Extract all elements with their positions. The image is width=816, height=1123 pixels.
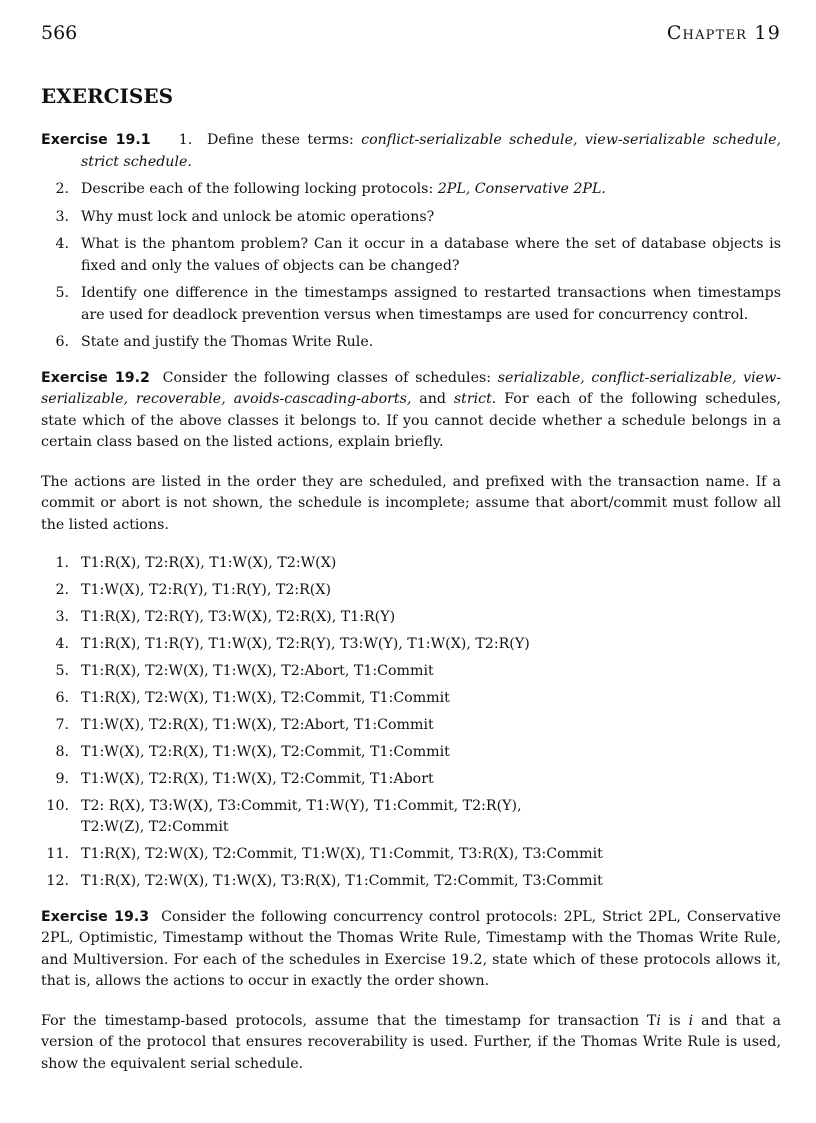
schedule-item — [41, 715, 781, 737]
schedule-text: T1:W(X), T2:R(X), T1:W(X), T2:Abort, T1:Commit — [81, 716, 434, 733]
item-number: 2. — [55, 181, 69, 197]
schedule-item — [41, 688, 781, 710]
schedule-text: T1:R(X), T2:W(X), T1:W(X), T2:Commit, T1:Commit — [81, 689, 450, 706]
schedule-text: T1:R(X), T2:W(X), T2:Commit, T1:W(X), T1:Commit, T3:R(X), T3:Commit — [81, 846, 603, 862]
schedule-item — [41, 844, 781, 866]
item-number: 12. — [46, 873, 69, 889]
schedule-item — [41, 580, 781, 602]
schedule-text: T1:R(X), T1:R(Y), T1:W(X), T2:R(Y), T3:W(Y), T1:W(X), T2:R(Y) — [81, 635, 530, 652]
schedule-text: T1:R(X), T2:W(X), T1:W(X), T2:Abort, T1:Commit — [81, 662, 434, 679]
item-text: What is the phantom problem? Can it occur in a database where the set of database objects is fixed and only the values of objects can be changed? — [81, 236, 781, 274]
item-number: 7. — [55, 716, 69, 733]
schedule-list — [41, 553, 781, 893]
schedule-classes: serializable, conflict-serializable, view-serializable, recoverable, avoids-cascading-aborts, — [41, 369, 782, 407]
schedule-item — [41, 553, 781, 575]
schedule-text: T1:R(X), T2:R(X), T1:W(X), T2:W(X) — [81, 554, 337, 571]
item-number: 10. — [46, 797, 69, 814]
schedule-text: T1:W(X), T2:R(Y), T1:R(Y), T2:R(X) — [81, 581, 331, 598]
item-number: 1. — [55, 554, 69, 571]
exercise-19-1-list — [41, 179, 781, 354]
item-text: Describe each of the following locking protocols: — [81, 181, 434, 197]
list-item — [41, 332, 781, 354]
item-number: 4. — [55, 635, 69, 652]
schedule-text-line-1: T2: R(X), T3:W(X), T3:Commit, T1:W(Y), T1:Commit, T2:R(Y), — [81, 797, 522, 814]
item-number: 11. — [46, 846, 69, 862]
chapter-title: Chapter 19 — [666, 22, 781, 44]
schedule-text: T1:R(X), T2:R(Y), T3:W(X), T2:R(X), T1:R(Y) — [81, 608, 396, 625]
item-number: 1. — [178, 132, 193, 148]
item-number: 5. — [55, 662, 69, 679]
item-number: 8. — [55, 743, 69, 760]
schedule-item — [41, 742, 781, 764]
section-title: EXERCISES — [41, 84, 174, 108]
exercise-19-1-item-1 — [41, 130, 781, 173]
item-number: 3. — [55, 208, 69, 225]
intro-text: Consider the following classes of schedules: — [162, 369, 492, 386]
item-number: 6. — [55, 689, 69, 706]
list-item — [41, 179, 781, 201]
schedule-item — [41, 634, 781, 656]
text-part: For the timestamp-based protocols, assume that the timestamp for transaction T — [41, 1012, 657, 1029]
item-text: Identify one difference in the timestamps assigned to restarted transactions when timestamps are used for deadlock prevention versus when timestamps are used for concurrency control. — [81, 285, 781, 323]
schedule-item — [41, 796, 781, 839]
exercise-label: Exercise 19.3 — [41, 908, 150, 925]
exercise-label: Exercise 19.1 — [41, 132, 151, 148]
item-text: Why must lock and unlock be atomic operations? — [81, 208, 435, 225]
item-terms: conflict-serializable schedule, view-serializable schedule, strict schedule. — [81, 132, 782, 170]
item-number: 3. — [55, 608, 69, 625]
var-i: i — [656, 1012, 661, 1029]
item-number: 9. — [55, 770, 69, 787]
schedule-text: T1:W(X), T2:R(X), T1:W(X), T2:Commit, T1:Abort — [81, 770, 434, 787]
list-item — [41, 283, 781, 326]
exercise-19-2 — [41, 368, 781, 893]
strict-class: strict. — [453, 391, 497, 407]
schedule-item — [41, 769, 781, 791]
page-number: 566 — [41, 22, 78, 44]
schedule-item — [41, 607, 781, 629]
item-text: Define these terms: — [206, 132, 354, 148]
exercise-text: Consider the following concurrency control protocols: 2PL, Strict 2PL, Conservative 2PL, Optimistic, Timestamp without the Thomas Write Rule, Timestamp with the Thomas Write Rule, and Multiversion. For each of the schedules in Exercise 19.2, state which of these protocols allows it, that is, allows the actions to occur in exactly the order shown. — [41, 908, 781, 989]
exercise-19-3 — [41, 907, 781, 1076]
intro-text-2: For each of the following schedules, state which of the above classes it belongs to. If you cannot decide whether a schedule belongs in a certain class based on the listed actions, explain briefly. — [41, 391, 782, 450]
item-number: 4. — [55, 236, 69, 252]
var-i: i — [688, 1012, 694, 1029]
running-header — [41, 22, 781, 48]
exercise-19-3-paragraph-2 — [41, 1011, 781, 1076]
exercise-label: Exercise 19.2 — [41, 369, 150, 386]
schedule-item — [41, 661, 781, 683]
exercise-19-1 — [41, 130, 781, 354]
schedule-text: T1:W(X), T2:R(X), T1:W(X), T2:Commit, T1:Commit — [81, 743, 450, 760]
exercise-19-2-intro — [41, 368, 781, 454]
exercise-19-3-text — [41, 907, 781, 993]
list-item — [41, 207, 781, 229]
item-number: 2. — [55, 581, 69, 598]
exercises-body — [41, 130, 781, 1075]
text-part: is — [668, 1012, 681, 1029]
and-word: and — [419, 391, 446, 407]
item-text: State and justify the Thomas Write Rule. — [81, 334, 374, 350]
schedule-text: T1:R(X), T2:W(X), T1:W(X), T3:R(X), T1:Commit, T2:Commit, T3:Commit — [81, 873, 603, 889]
exercise-19-2-paragraph-2: The actions are listed in the order they are scheduled, and prefixed with the transaction name. If a commit or abort is not shown, the schedule is incomplete; assume that abort/commit must follow all the listed actions. — [41, 473, 781, 533]
list-item — [41, 234, 781, 277]
text-part: and that a version of the protocol that ensures recoverability is used. Further, if the Thomas Write Rule is used, show the equivalent serial schedule. — [41, 1012, 782, 1072]
item-number: 5. — [55, 285, 69, 301]
schedule-text-line-2: T2:W(Z), T2:Commit — [81, 819, 229, 835]
item-number: 6. — [55, 334, 69, 350]
schedule-item — [41, 871, 781, 893]
item-emphasis: 2PL, Conservative 2PL. — [437, 181, 606, 197]
